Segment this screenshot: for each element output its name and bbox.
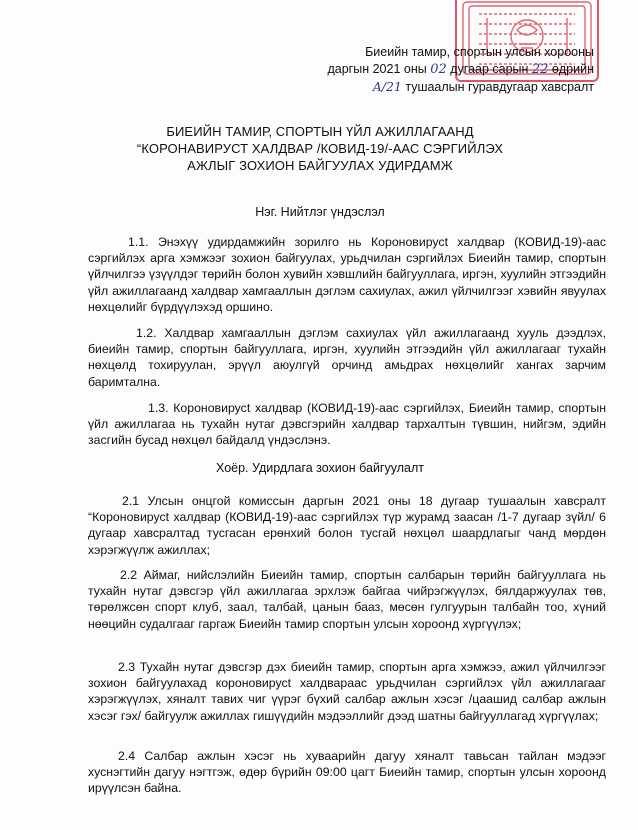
paragraph-2-2: 2.2 Аймаг, нийслэлийн Биеийн тамир, спортын салбарын төрийн байгууллага нь тухайн нутаг дэвсгэр үйл ажиллагаа эрхлэж байгаа чийрэгжүүлэх, бялдаржуулах төв, төрөлжсөн спорт клуб, заал, талбай, цанын бааз, мөсөн гулгуурын талбайн тоо, хүний нөөцийн судалгааг гаргаж Биеийн тамир спортын улсын хороонд хүргүүлэх; — [88, 568, 606, 631]
paragraph-2-4: 2.4 Салбар ажлын хэсэг нь хуваарийн дагуу хяналт тавьсан тайлан мэдээг хуснэгтийн дагуу нэгтгэж, өдөр бүрийн 09:00 цагт Биеийн тамир, спортын улсын хороонд ирүүлсэн байна. — [88, 749, 606, 796]
section-two-heading: Хоёр. Удирдлага зохион байгуулалт — [216, 461, 424, 475]
title-line-3: АЖЛЫГ ЗОХИОН БАЙГУУЛАХ УДИРДАМЖ — [187, 158, 453, 173]
annex-line-2-c: өдрийн — [548, 62, 594, 76]
paragraph-1-2: 1.2. Халдвар хамгааллын дэглэм сахиулах үйл ажиллагаанд хууль дээдлэх, биеийн тамир, спортын байгууллага, иргэн, хуулийн этгээдийн үйл ажиллагааг тухайн нөхцөлд тохируулан, эрүүл аюулгүй орчинд амьдрах нөхцөлийг хангах зарчим баримтална. — [88, 326, 606, 389]
annex-line-2-b: дугаар сарын — [446, 62, 532, 76]
annex-order-number-handwritten: A/21 — [372, 79, 402, 94]
section-one-heading: Нэг. Нийтлэг үндэслэл — [255, 205, 385, 219]
paragraph-2-3: 2.3 Тухайн нутаг дэвсгэр дэх биеийн тамир, спортын арга хэмжээ, ажил үйлчилгээг зохион байгуулахад короновирусt халдвараас урьдчилан сэргийлэх үйл ажиллагааг хэрэгжүүлэх, хяналт тавих чиг үүрэг бүхий салбар ажлын хэсэг /цаашид салбар ажлын хэсэг гэх/ байгуулж ажиллах гишүүдийн мэдээллийг дээд шатны байгууллагад хүргүүлах; — [88, 660, 606, 723]
paragraph-1-1: 1.1. Энэхүү удирдамжийн зорилго нь Короновирусt халдвар (КОВИД-19)-аас сэргийлэх арга хэмжээг зохион байгуулах, урьдчилан сэргийлэх Биеийн тамир, спортын үйлчилгээ үзүүлдэг төрийн болон хувийн хэвшлийн байгууллага, иргэн, хуулийн этгээдийн үйл ажиллагаанд халдвар хамгааллын дэглэм сахиулах, ажил үйлчилгээг хэвийн явуулах нөхцөлийг бүрдүүлэхэд оршино. — [88, 235, 606, 314]
annex-line-3-rest: тушаалын гуравдугаар хавсралт — [401, 80, 594, 94]
annex-day-handwritten: 22 — [531, 62, 549, 77]
annex-line-2-a: даргын 2021 оны — [327, 62, 431, 76]
document-title — [60, 123, 580, 174]
annex-month-handwritten: 02 — [430, 62, 447, 77]
annex-line-3 — [294, 78, 594, 96]
title-line-2: “КОРОНАВИРУСТ ХАЛДВАР /КОВИД-19/-ААС СЭРГИЙЛЭХ — [136, 141, 504, 156]
paragraph-2-1: 2.1 Улсын онцгой комиссын даргын 2021 оны 18 дугаар тушаалын хавсралт “Короновирусt халдвар (КОВИД-19)-аас сэргийлэх түр журамд заасан /1-7 дугаар зүйл/ 6 дугаар хавсралтад тусгасан ерөнхий болон тусгай нөхцөл шаардлагыг чанд мөрдөн хэрэгжүүлж ажиллах; — [88, 494, 606, 557]
title-line-1: БИЕИЙН ТАМИР, СПОРТЫН ҮЙЛ АЖИЛЛАГААНД — [166, 124, 474, 139]
annex-line-1: Биеийн тамир, спортын улсын хорооны — [365, 45, 594, 59]
annex-line-2 — [294, 61, 594, 78]
paragraph-1-3: 1.3. Короновирусt халдвар (КОВИД-19)-аас сэргийлэх, Биеийн тамир, спортын үйл ажиллагаа нь тухайн нутаг дэвсгэрийн халдвар тархалтын түвшин, нийгэм, эдийн засгийн бусад нөхцөл байдалд үндэслэнэ. — [88, 401, 606, 448]
annex-reference — [294, 44, 594, 96]
